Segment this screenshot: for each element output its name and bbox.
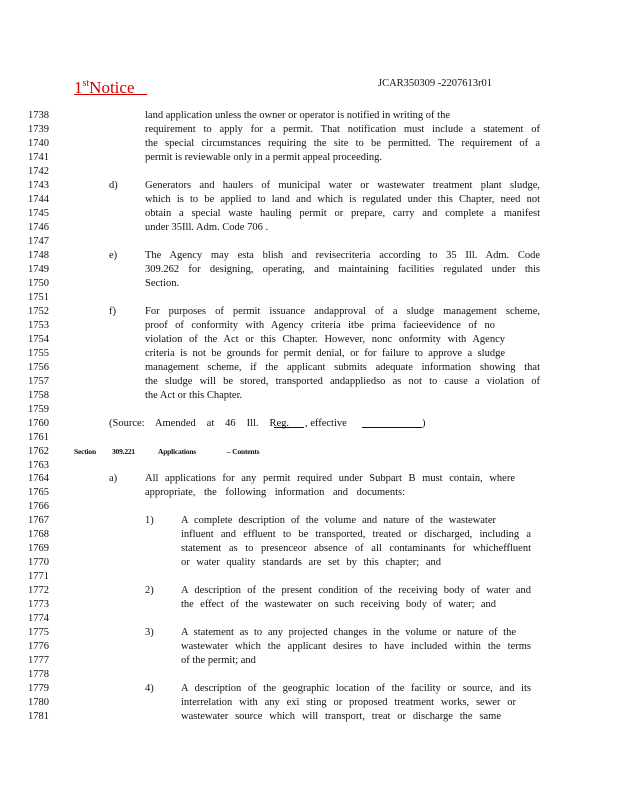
line-text: which is to be applied to land and which is regulated under this Chapter, need not: [145, 193, 540, 205]
line-text: a): [109, 473, 118, 485]
line-number: 1766: [28, 501, 49, 513]
document-line: [0, 431, 618, 445]
document-line: [0, 249, 618, 263]
line-number: 1770: [28, 557, 49, 569]
document-line: [0, 165, 618, 179]
line-number: 1744: [28, 193, 49, 205]
line-text: A statement as to any projected changes in the volume or nature of the: [181, 627, 516, 639]
document-line: [0, 123, 618, 137]
document-line: [0, 528, 618, 542]
line-text: interrelation with any exi sting or proposed treatment works, sewer or: [181, 697, 516, 709]
line-text: the effect of the wastewater on such receiving body of water; and: [181, 599, 496, 611]
document-line: [0, 500, 618, 514]
document-line: [0, 696, 618, 710]
document-line: [0, 514, 618, 528]
line-text: under 35Ill. Adm. Code 706 .: [145, 221, 269, 233]
line-number: 1746: [28, 221, 49, 233]
line-number: 1774: [28, 613, 49, 625]
line-number: 1742: [28, 165, 49, 177]
line-text: e): [109, 249, 118, 261]
line-text: 309.262 for designing, operating, and maintaining facilities regulated under this: [145, 263, 540, 275]
line-number: 1778: [28, 669, 49, 681]
document-line: [0, 179, 618, 193]
line-number: 1758: [28, 389, 49, 401]
line-number: 1740: [28, 137, 49, 149]
line-text: Generators and haulers of municipal water or wastewater treatment plant sludge,: [145, 179, 540, 191]
document-line: [0, 263, 618, 277]
line-text: For purposes of permit issuance andapproval of a sludge management scheme,: [145, 305, 540, 317]
line-number: 1762: [28, 445, 49, 457]
line-text: (Source: Amended at 46 Ill. Reg.: [109, 417, 289, 429]
document-line: [0, 668, 618, 682]
document-line: [0, 403, 618, 417]
line-number: 1763: [28, 459, 49, 471]
line-number: 1775: [28, 627, 49, 639]
line-text: obtain a special waste hauling permit or prepare, carry and complete a manifest: [145, 207, 540, 219]
document-line: [0, 193, 618, 207]
line-number: 1777: [28, 655, 49, 667]
line-number: 1768: [28, 529, 49, 541]
line-number: 1772: [28, 585, 49, 597]
notice-number: 1: [74, 78, 83, 97]
line-number: 1749: [28, 263, 49, 275]
line-number: 1751: [28, 291, 49, 303]
line-number: 1738: [28, 110, 49, 121]
line-text: Section: [74, 446, 96, 456]
line-text: , effective: [305, 417, 347, 429]
line-number: 1756: [28, 361, 49, 373]
line-text: 4): [145, 683, 154, 695]
line-number: 1747: [28, 235, 49, 247]
line-number: 1773: [28, 599, 49, 611]
line-number: 1759: [28, 403, 49, 415]
line-text: d): [109, 179, 118, 191]
document-line: [0, 556, 618, 570]
line-text: A complete description of the volume and nature of the wastewater: [181, 515, 496, 527]
line-text: 1): [145, 515, 154, 527]
line-text: The Agency may esta blish and revisecriteria according to 35 Ill. Adm. Code: [145, 249, 540, 261]
document-line: [0, 459, 618, 473]
fill-in-blank: [274, 417, 304, 432]
line-number: 1748: [28, 249, 49, 261]
document-line: [0, 291, 618, 305]
line-text: Applications: [158, 446, 197, 456]
document-line: [0, 612, 618, 626]
line-number: 1752: [28, 305, 49, 317]
line-text: the Act or this Chapter.: [145, 389, 243, 401]
line-text: All applications for any permit required under Subpart B must contain, where: [145, 473, 515, 485]
document-line: [0, 319, 618, 333]
line-text: – Contents: [227, 446, 260, 456]
line-text: statement as to presenceor absence of all contaminants for whicheffluent: [181, 543, 531, 555]
document-line: [0, 109, 618, 123]
line-number: 1779: [28, 683, 49, 695]
line-number: 1767: [28, 515, 49, 527]
line-text: f): [109, 305, 116, 317]
line-number: 1769: [28, 543, 49, 555]
line-number: 1753: [28, 319, 49, 331]
document-line: [0, 626, 618, 640]
line-number: 1755: [28, 347, 49, 359]
line-number: 1771: [28, 571, 49, 583]
line-text: land application unless the owner or operator is notified in writing of the: [145, 110, 451, 121]
document-line: [0, 598, 618, 612]
line-number: 1743: [28, 179, 49, 191]
line-number: 1754: [28, 333, 49, 345]
line-number: 1757: [28, 375, 49, 387]
document-line: [0, 277, 618, 291]
document-line: [0, 472, 618, 486]
document-line: [0, 333, 618, 347]
line-number: 1781: [28, 711, 49, 723]
document-line: [0, 347, 618, 361]
line-text: appropriate, the following information and documents:: [145, 487, 405, 499]
document-line: [0, 542, 618, 556]
line-text: wastewater source which will transport, treat or discharge the same: [181, 711, 501, 723]
line-number: 1760: [28, 417, 49, 429]
line-text: permit is reviewable only in a permit appeal proceeding.: [145, 151, 383, 163]
line-number: 1780: [28, 697, 49, 709]
line-number: 1745: [28, 207, 49, 219]
document-line: [0, 445, 618, 459]
document-line: [0, 584, 618, 598]
notice-word: Notice: [89, 78, 135, 97]
document-line: [0, 640, 618, 654]
document-line: [0, 389, 618, 403]
line-text: the special circumstances requiring the site to be permitted. The requirement of a: [145, 137, 540, 149]
document-line: [0, 375, 618, 389]
line-number: 1739: [28, 123, 49, 135]
line-number: 1776: [28, 641, 49, 653]
line-text: 2): [145, 585, 154, 597]
document-id: JCAR350309 -2207613r01: [378, 78, 493, 89]
line-text: proof of conformity with Agency criteria itbe prima facieevidence of no: [145, 319, 495, 331]
line-text: 309.221: [112, 446, 135, 456]
line-text: ): [422, 417, 426, 429]
line-number: 1761: [28, 431, 49, 443]
line-text: A description of the geographic location of the facility or source, and its: [181, 683, 531, 695]
line-text: or water quality standards are set by this chapter; and: [181, 557, 441, 569]
document-line: [0, 235, 618, 249]
document-line: [0, 710, 618, 724]
line-text: A description of the present condition of the receiving body of water and: [181, 585, 531, 597]
line-text: wastewater which the applicant desires to have included within the terms: [181, 641, 531, 653]
document-line: [0, 361, 618, 375]
notice-ordinal: st: [82, 78, 90, 89]
document-line: [0, 417, 618, 431]
document-line: [0, 207, 618, 221]
fill-in-blank: [362, 417, 424, 432]
line-number: 1750: [28, 277, 49, 289]
line-text: requirement to apply for a permit. That notification must include a statement of: [145, 123, 540, 135]
line-text: the sludge will be stored, transported andappliedso as not to cause a violation of: [145, 375, 540, 387]
document-line: [0, 137, 618, 151]
document-line: [0, 221, 618, 235]
line-number: 1765: [28, 487, 49, 499]
line-text: of the permit; and: [181, 655, 256, 667]
document-line: [0, 570, 618, 584]
line-text: criteria is not be grounds for permit denial, or for failure to approve a sludge: [145, 347, 505, 359]
document-line: [0, 305, 618, 319]
line-text: 3): [145, 627, 154, 639]
line-number: 1741: [28, 151, 49, 163]
line-number: 1764: [28, 473, 49, 485]
line-text: influent and effluent to be transported, treated or discharged, including a: [181, 529, 531, 541]
line-text: Section.: [145, 277, 180, 289]
line-text: management scheme, if the applicant submits adequate information showing that: [145, 361, 540, 373]
document-line: [0, 151, 618, 165]
line-text: violation of the Act or this Chapter. However, nonc onformity with Agency: [145, 333, 505, 345]
document-line: [0, 486, 618, 500]
document-line: [0, 682, 618, 696]
document-line: [0, 654, 618, 668]
